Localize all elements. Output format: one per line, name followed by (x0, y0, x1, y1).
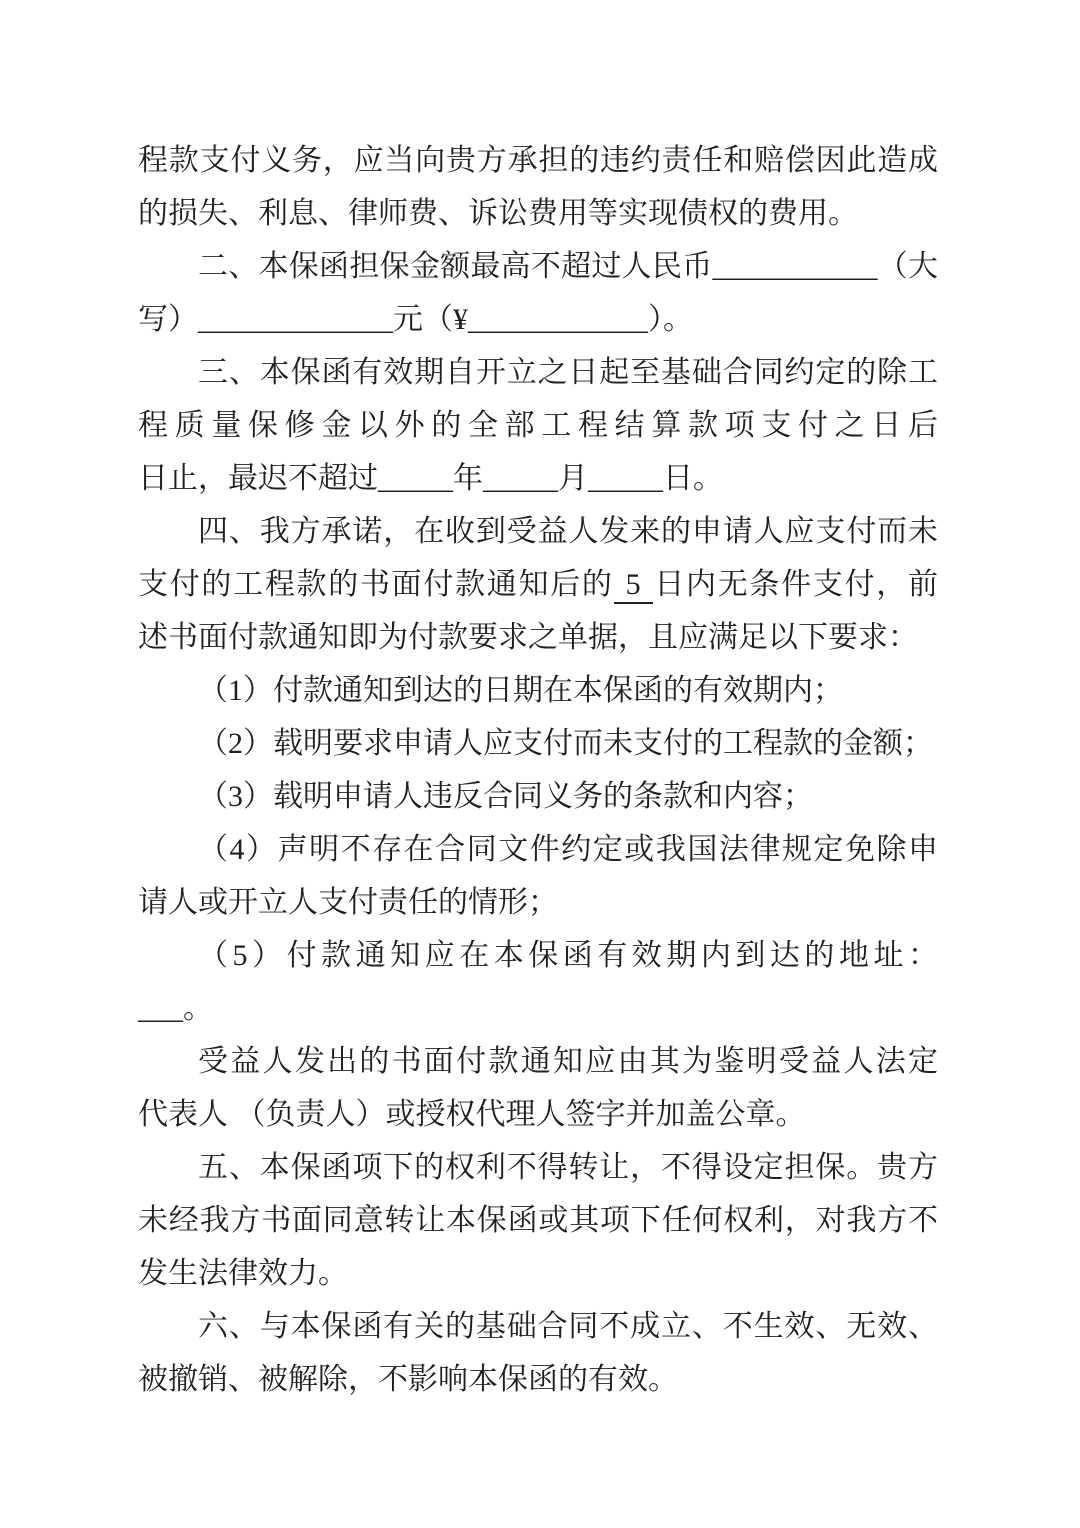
clause-2-guarantee-amount (138, 240, 938, 346)
clause-5-line: 五、本保函项下的权利不得转让，不得设定担保。贵方 (198, 1151, 938, 1184)
clause-4-line: 四、我方承诺，在收到受益人发来的申请人应支付而未 (198, 515, 938, 548)
clause-4-line: 述书面付款通知即为付款要求之单据，且应满足以下要求： (138, 621, 918, 654)
requirement-item-3 (138, 770, 938, 823)
document-body-text (138, 134, 938, 1406)
clause-1-line: 程款支付义务，应当向贵方承担的违约责任和赔偿因此造成 (138, 144, 938, 177)
clause-2-line-with-amount-blanks: 写）_____________元（¥____________）。 (138, 303, 693, 336)
clause-4-line (138, 558, 938, 611)
requirement-item-5 (138, 929, 938, 1035)
clause-3-line-with-date-blanks: 日止，最迟不超过_____年_____月_____日。 (138, 462, 723, 495)
payment-notice-line: 代表人 （负责人）或授权代理人签字并加盖公章。 (138, 1098, 806, 1131)
clause-4-line2-pre: 支付的工程款的书面付款通知后的 (138, 568, 614, 601)
clause-5-line: 未经我方书面同意转让本保函或其项下任何权利，对我方不 (138, 1204, 938, 1237)
requirement-item-2 (138, 717, 938, 770)
clause-1-line: 的损失、利息、律师费、诉讼费用等实现债权的费用。 (138, 197, 858, 230)
clause-4-payment-commitment (138, 505, 938, 664)
clause-1-continuation (138, 134, 938, 240)
requirement-item-1 (138, 664, 938, 717)
requirement-item-4 (138, 823, 938, 929)
address-blank-line: ___。 (138, 992, 213, 1025)
requirement-item-5-line: （5）付款通知应在本保函有效期内到达的地址： (198, 939, 938, 972)
clause-2-line: 二、本保函担保金额最高不超过人民币___________（大 (198, 250, 938, 283)
requirement-item-2-line: （2）载明要求申请人应支付而未支付的工程款的金额； (198, 727, 933, 760)
clause-3-line: 三、本保函有效期自开立之日起至基础合同约定的除工 (198, 356, 938, 389)
clause-6-line: 被撤销、被解除，不影响本保函的有效。 (138, 1363, 678, 1396)
payment-notice-paragraph (138, 1035, 938, 1141)
requirement-item-3-line: （3）载明申请人违反合同义务的条款和内容； (198, 780, 813, 813)
requirement-item-4-line: （4）声明不存在合同文件约定或我国法律规定免除申 (198, 833, 938, 866)
clause-5-no-transfer (138, 1141, 938, 1300)
clause-5-line: 发生法律效力。 (138, 1257, 348, 1290)
clause-6-contract-independence (138, 1300, 938, 1406)
clause-4-line2-post: 日内无条件支付，前 (652, 568, 938, 601)
clause-3-validity-period (138, 346, 938, 505)
requirement-item-4-line: 请人或开立人支付责任的情形； (138, 886, 558, 919)
requirement-item-1-line: （1）付款通知到达的日期在本保函的有效期内； (198, 674, 843, 707)
clause-3-line: 程质量保修金以外的全部工程结算款项支付之日后 (138, 409, 938, 442)
days-underlined-value: 5 (614, 568, 653, 604)
payment-notice-line: 受益人发出的书面付款通知应由其为鉴明受益人法定 (198, 1045, 938, 1078)
clause-6-line: 六、与本保函有关的基础合同不成立、不生效、无效、 (198, 1310, 938, 1343)
